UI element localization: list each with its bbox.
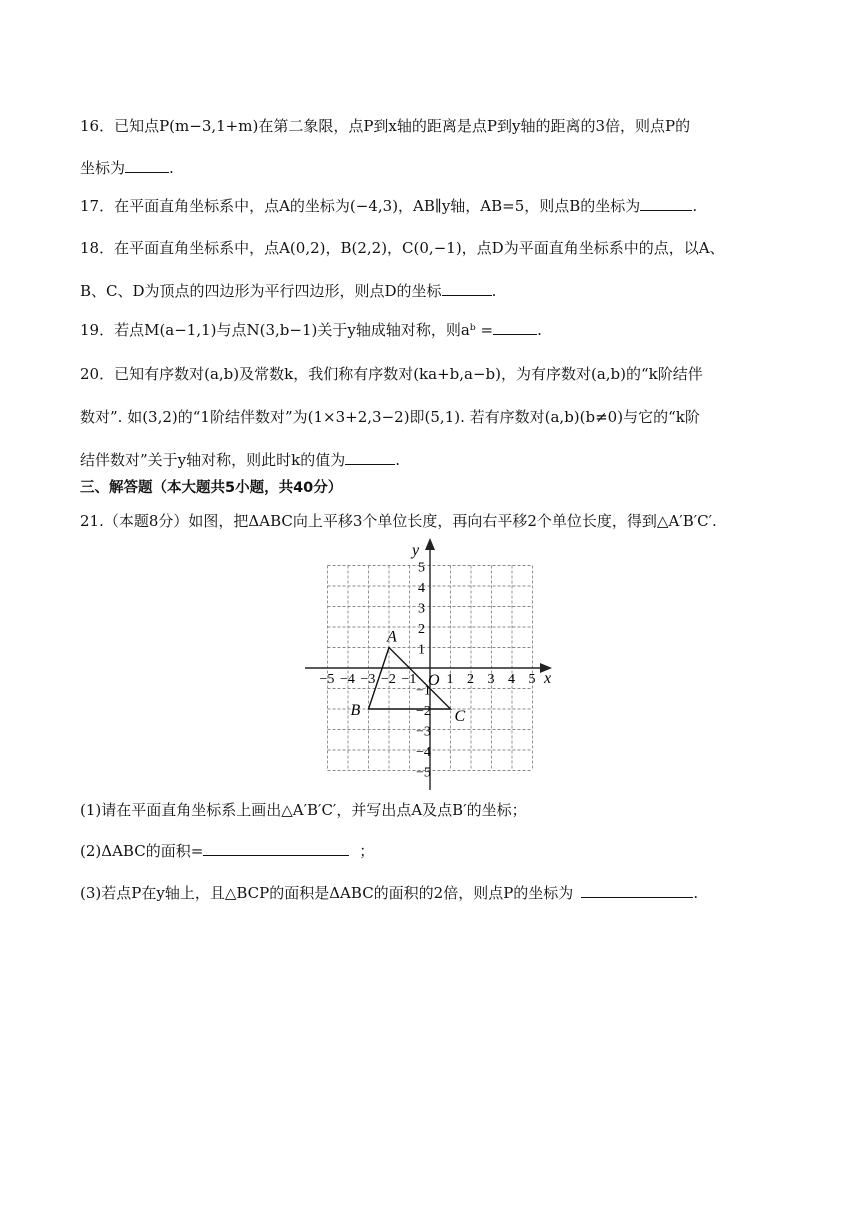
section-heading: 三、解答题（本大题共5小题，共40分） [80, 480, 343, 496]
q21-part3: (3)若点P在y轴上，且△BCP的面积是ΔABC的面积的2倍，则点P的坐标为 . [80, 884, 699, 902]
x-tick-label: −5 [319, 672, 335, 687]
q20-line2: 数对”. 如(3,2)的“1阶结伴数对”为(1×3+2,3−2)即(5,1). 若有序数对(a,b)(b≠0)与它的“k阶 [80, 408, 700, 426]
q18-answer-blank[interactable] [442, 281, 492, 296]
q18-line1: 18．在平面直角坐标系中，点A(0,2)，B(2,2)，C(0,−1)，点D为平面直角坐标系中的点，以A、 [80, 239, 725, 257]
x-tick-label: 2 [467, 672, 474, 687]
q19-line: 19．若点M(a−1,1)与点N(3,b−1)关于y轴成轴对称，则aᵇ = . [80, 321, 542, 339]
q21-part2: (2)ΔABC的面积= ； [80, 842, 375, 860]
y-tick-label: 3 [418, 601, 425, 617]
vertex-label-c: C [454, 708, 466, 725]
q17-answer-blank[interactable] [640, 196, 692, 211]
q20-answer-blank[interactable] [345, 450, 395, 465]
y-axis-label: y [412, 542, 420, 559]
q20-line3: 结伴数对”关于y轴对称，则此时k的值为 . [80, 451, 401, 469]
y-tick-label: −2 [416, 704, 431, 719]
origin-label: O [428, 672, 440, 689]
q21-point-p-blank[interactable] [581, 883, 693, 898]
q16-line2: 坐标为 . [80, 159, 174, 177]
q16-answer-blank[interactable] [125, 158, 169, 173]
y-tick-label: −5 [416, 765, 431, 781]
x-axis-label: x [544, 670, 552, 687]
q18-line2: B、C、D为顶点的四边形为平行四边形，则点D的坐标 . [80, 282, 497, 300]
y-tick-label: 2 [418, 622, 425, 637]
y-tick-label: −1 [416, 683, 431, 699]
y-axis-arrow-icon [425, 538, 435, 550]
x-tick-label: 3 [487, 672, 495, 687]
x-tick-label: −2 [381, 672, 396, 687]
q20-line1: 20．已知有序数对(a,b)及常数k，我们称有序数对(ka+b,a−b)，为有序数对(a,b)的“k阶结伴 [80, 365, 703, 383]
coordinate-grid-figure [300, 535, 560, 795]
x-tick-label: 4 [508, 672, 515, 687]
vertex-label-a: A [387, 628, 397, 646]
y-tick-label: 4 [418, 581, 425, 596]
x-tick-label: −1 [401, 672, 417, 687]
y-tick-label: 1 [418, 642, 425, 658]
q16-line1: 16．已知点P(m−3,1+m)在第二象限，点P到x轴的距离是点P到y轴的距离的3倍，则点P的 [80, 117, 691, 135]
x-tick-label: −4 [340, 672, 355, 687]
q17-line: 17．在平面直角坐标系中，点A的坐标为(−4,3)，AB∥y轴，AB=5，则点B的坐标为 . [80, 197, 698, 215]
tick-labels [320, 561, 536, 781]
vertex-label-b: B [350, 702, 361, 719]
x-tick-label: 5 [528, 672, 536, 687]
q19-answer-blank[interactable] [493, 320, 537, 335]
q21-part1: (1)请在平面直角坐标系上画出△A′B′C′，并写出点A及点B′的坐标； [80, 801, 527, 819]
q21-intro: 21.（本题8分）如图，把ΔABC向上平移3个单位长度，再向右平移2个单位长度，得到△A′B′C′. [80, 512, 717, 530]
x-tick-label: −3 [360, 672, 376, 687]
y-tick-label: −3 [416, 724, 431, 740]
x-tick-label: 1 [446, 672, 454, 687]
y-tick-label: 5 [418, 560, 425, 576]
q21-area-blank[interactable] [203, 841, 349, 856]
y-tick-label: −4 [416, 745, 431, 760]
